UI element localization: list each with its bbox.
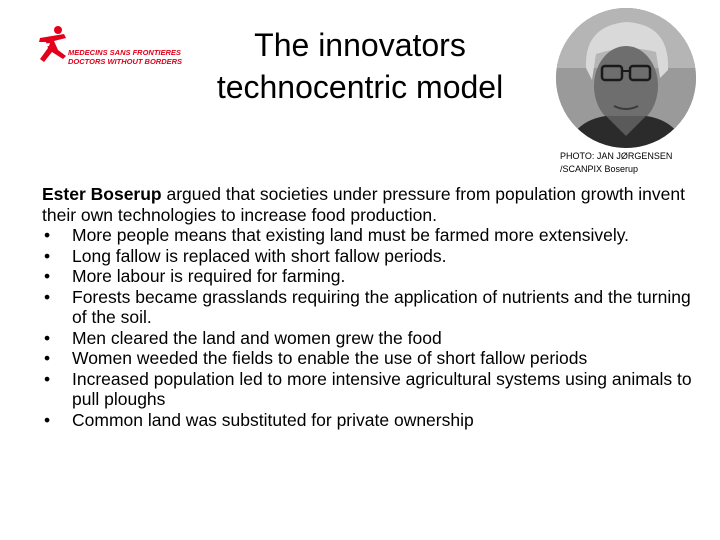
photo-credit	[560, 150, 672, 176]
running-man-icon	[36, 24, 70, 64]
bullet-icon: •	[44, 266, 51, 286]
bullet-list	[42, 225, 692, 430]
logo-line-1: MEDECINS SANS FRONTIERES	[68, 48, 181, 57]
slide-body	[42, 184, 692, 430]
bullet-icon: •	[44, 348, 51, 368]
credit-line-2: /SCANPIX Boserup	[560, 164, 639, 174]
msf-logo-text	[68, 48, 182, 66]
intro-text: argued that societies under pressure from population growth invent their own technologies to increase food production.	[42, 184, 685, 225]
title-line-1: The innovators	[254, 27, 466, 63]
intro-name: Ester Boserup	[42, 184, 162, 204]
slide-title	[180, 24, 540, 108]
list-item-text: Long fallow is replaced with short fallow periods.	[72, 245, 447, 266]
list-item	[42, 348, 692, 369]
logo-line-2: DOCTORS WITHOUT BORDERS	[68, 57, 183, 66]
bullet-icon: •	[44, 245, 51, 266]
list-item	[42, 225, 692, 246]
portrait-image	[556, 8, 696, 148]
list-item	[42, 328, 692, 349]
bullet-icon: •	[44, 368, 51, 389]
list-item-text: More people means that existing land must be farmed more extensively.	[72, 225, 630, 245]
bullet-icon: •	[44, 327, 51, 348]
list-item-text: Men cleared the land and women grew the food	[72, 327, 442, 348]
list-item-text: Increased population led to more intensive agricultural systems using animals to pull ploughs	[72, 368, 692, 409]
list-item-text: More labour is required for farming.	[72, 266, 346, 286]
list-item	[42, 246, 692, 267]
list-item	[42, 266, 692, 287]
portrait-photo	[556, 8, 696, 148]
list-item-text: Common land was substituted for private ownership	[72, 409, 474, 430]
intro-paragraph	[42, 184, 692, 225]
list-item	[42, 369, 692, 410]
bullet-icon: •	[44, 225, 51, 245]
list-item-text: Women weeded the fields to enable the use of short fallow periods	[72, 348, 588, 368]
bullet-icon: •	[44, 286, 51, 307]
title-line-2: technocentric model	[216, 69, 504, 105]
credit-line-1: PHOTO: JAN JØRGENSEN	[560, 151, 673, 161]
bullet-icon: •	[44, 409, 51, 430]
list-item	[42, 410, 692, 431]
list-item-text: Forests became grasslands requiring the application of nutrients and the turning of the soil.	[72, 286, 691, 327]
list-item	[42, 287, 692, 328]
